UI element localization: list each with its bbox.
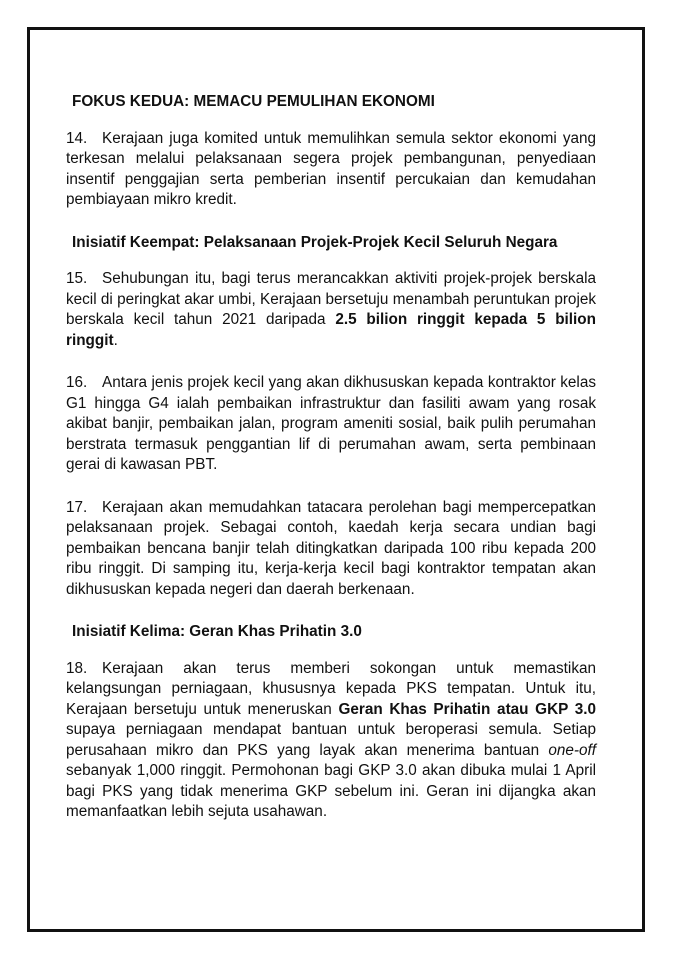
paragraph-text-end: . bbox=[113, 331, 118, 349]
paragraph-number: 14. bbox=[66, 129, 88, 147]
paragraph-number: 18. bbox=[66, 659, 88, 677]
paragraph-16 bbox=[66, 373, 596, 476]
paragraph-text: Antara jenis projek kecil yang akan dikhususkan kepada kontraktor kelas G1 hingga G4 ialah pembaikan infrastruktur dan fasiliti awam yang rosak akibat banjir, pembaikan jalan, program ameniti sosial, baik pulih perumahan berstrata termasuk penggantian lif di perumahan awam, serta pembinaan gerai di kawasan PBT. bbox=[66, 374, 596, 473]
paragraph-15 bbox=[66, 269, 596, 351]
paragraph-number: 15. bbox=[66, 270, 88, 287]
paragraph-17 bbox=[66, 498, 596, 601]
paragraph-bold-grant: Geran Khas Prihatin atau GKP 3.0 bbox=[338, 700, 596, 718]
section-heading-initiative-4: Inisiatif Keempat: Pelaksanaan Projek-Projek Kecil Seluruh Negara bbox=[72, 233, 558, 251]
section-heading-focus: FOKUS KEDUA: MEMACU PEMULIHAN EKONOMI bbox=[72, 93, 435, 110]
paragraph-number: 17. bbox=[66, 498, 88, 516]
paragraph-text: Sehubungan itu, bagi terus merancakkan aktiviti projek-projek berskala kecil di peringkat akar umbi, Kerajaan bersetuju menambah peruntukan projek berskala kecil tahun 2021 daripada bbox=[66, 270, 596, 328]
paragraph-bold-amount: 2.5 bilion ringgit kepada 5 bilion ringgit bbox=[66, 311, 596, 349]
paragraph-text: Kerajaan akan terus memberi sokongan untuk memastikan kelangsungan perniagaan, khususnya kepada PKS tempatan. Untuk itu, Kerajaan bersetuju untuk meneruskan bbox=[66, 659, 596, 718]
paragraph-text-mid: supaya perniagaan mendapat bantuan untuk beroperasi semula. Setiap perusahaan mikro dan PKS yang layak akan menerima bantuan bbox=[66, 721, 596, 759]
document-body bbox=[66, 92, 596, 823]
paragraph-text: Kerajaan akan memudahkan tatacara perolehan bagi mempercepatkan pelaksanaan projek. Sebagai contoh, kaedah kerja secara undian bagi pembaikan bencana banjir telah ditingkatkan daripada 100 ribu kepada 200 ribu ringgit. Di samping itu, kerja-kerja kecil bagi kontraktor tempatan akan dikhususkan kepada negeri dan daerah berkenaan. bbox=[66, 498, 596, 598]
paragraph-text: Kerajaan juga komited untuk memulihkan semula sektor ekonomi yang terkesan melalui pelaksanaan segera projek pembangunan, penyediaan insentif penggajian serta pemberian insentif percukaian dan kemudahan pembiayaan mikro kredit. bbox=[66, 129, 596, 208]
paragraph-14 bbox=[66, 129, 596, 211]
section-heading-initiative-5: Inisiatif Kelima: Geran Khas Prihatin 3.0 bbox=[72, 623, 362, 640]
paragraph-italic-term: one-off bbox=[548, 741, 596, 759]
paragraph-18 bbox=[66, 659, 596, 823]
paragraph-number: 16. bbox=[66, 374, 88, 391]
paragraph-text-end: sebanyak 1,000 ringgit. Permohonan bagi GKP 3.0 akan dibuka mulai 1 April bagi PKS yang tidak menerima GKP sebelum ini. Geran ini dijangka akan memanfaatkan lebih sejuta usahawan. bbox=[66, 762, 596, 820]
